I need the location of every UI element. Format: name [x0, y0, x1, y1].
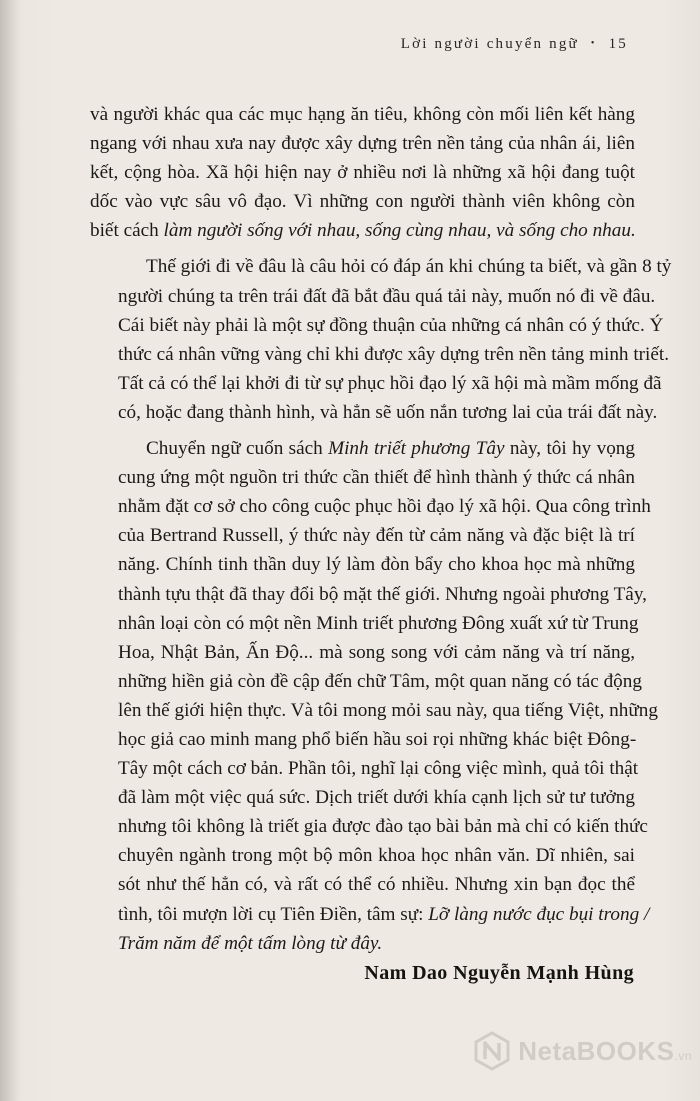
running-head	[401, 36, 628, 53]
text-line: năng. Chính tinh thần duy lý làm đòn bẩy cho khoa học mà những	[118, 554, 635, 576]
text-line: cung ứng một nguồn tri thức cần thiết để hình thành ý thức cá nhân	[118, 467, 635, 489]
watermark-brand: NetaBOOKS	[518, 1035, 675, 1066]
text-line: lên thế giới hiện thực. Và tôi mong mỏi sau này, qua tiếng Việt, những	[118, 699, 658, 721]
translator-signature: Nam Dao Nguyễn Mạnh Hùng	[364, 962, 634, 984]
text-line: Cái biết này phải là một sự đồng thuận của những cá nhân có ý thức. Ý	[118, 314, 664, 336]
text-line: có, hoặc đang thành hình, và hẳn sẽ uốn nắn tương lai của trái đất này.	[118, 401, 658, 423]
watermark-text	[518, 1036, 692, 1067]
text-line: ngang với nhau xưa nay được xây dựng trên nền tảng của nhân ái, liên	[90, 133, 635, 155]
hexagon-n-icon	[472, 1031, 512, 1071]
text-line: Tây một cách cơ bản. Phần tôi, nghĩ lại công việc mình, quả tôi thật	[118, 758, 639, 780]
paragraph-2	[90, 252, 672, 427]
body-text	[90, 100, 672, 958]
running-head-separator: •	[590, 38, 597, 49]
text-line	[90, 929, 635, 958]
book-title: Minh triết phương Tây	[328, 438, 505, 460]
text-line: nhân loại còn có một nền Minh triết phương Đông xuất xứ từ Trung	[118, 612, 639, 634]
text-line: thức cá nhân vững vàng chỉ khi được xây dựng trên nền tảng minh triết.	[118, 343, 670, 365]
text-line: và người khác qua các mục hạng ăn tiêu, không còn mối liên kết hàng	[90, 104, 635, 125]
text-line: của Bertrand Russell, ý thức này đến từ cảm năng và đặc biệt là trí	[118, 525, 635, 547]
text-line: sót như thế hẳn có, và rất có thể có nhiều. Nhưng xin bạn đọc thể	[118, 874, 635, 896]
text-line: học giả cao minh mang phổ biến hầu soi rọi những khác biệt Đông-	[118, 728, 637, 750]
text-segment: tình, tôi mượn lời cụ Tiên Điền, tâm sự:	[118, 903, 429, 925]
poem-quote: Trăm năm để một tấm lòng từ đây.	[118, 932, 383, 954]
text-line: những hiền giả còn đề cập đến chữ Tâm, một quan năng có tác động	[118, 670, 642, 692]
italic-phrase: làm người sống với nhau, sống cùng nhau, và sống cho nhau.	[163, 220, 636, 242]
text-line: chuyên ngành trong một bộ môn khoa học nhân văn. Dĩ nhiên, sai	[118, 845, 635, 867]
text-line: thành tựu thật đã thay đổi bộ mặt thế giới. Nhưng ngoài phương Tây,	[118, 583, 647, 605]
text-line	[90, 434, 635, 463]
text-line	[90, 216, 635, 245]
text-segment: biết cách	[90, 220, 164, 242]
running-head-title: Lời người chuyển ngữ	[400, 36, 579, 52]
paragraph-3	[90, 434, 658, 958]
text-line: người chúng ta trên trái đất đã bắt đầu quá tải này, muốn nó đi về đâu.	[118, 285, 656, 307]
text-line: dốc vào vực sâu vô đạo. Vì những con người thành viên không còn	[90, 191, 635, 213]
poem-quote: Lỡ làng nước đục bụi trong /	[428, 903, 650, 925]
text-line: kết, cộng hòa. Xã hội hiện nay ở nhiều nơi là những xã hội đang tuột	[90, 162, 635, 184]
spine-shadow	[0, 0, 22, 1101]
text-line: Thế giới đi về đâu là câu hỏi có đáp án khi chúng ta biết, và gần 8 tỷ	[146, 256, 672, 278]
text-segment: Chuyển ngữ cuốn sách	[146, 438, 329, 460]
page-number: 15	[608, 36, 628, 52]
watermark-suffix: .vn	[674, 1048, 692, 1063]
text-line: Hoa, Nhật Bản, Ấn Độ... mà song song với cảm năng và trí năng,	[118, 641, 635, 663]
text-line: Tất cả có thể lại khởi đi từ sự phục hồi đạo lý xã hội mà mầm mống đã	[118, 372, 662, 394]
watermark	[472, 1031, 692, 1071]
text-segment: này, tôi hy vọng	[504, 438, 635, 460]
text-line	[90, 900, 650, 929]
text-line: đã làm một việc quá sức. Dịch triết dưới khía cạnh lịch sử tư tưởng	[118, 787, 635, 809]
text-line: nhằm đặt cơ sở cho công cuộc phục hồi đạo lý xã hội. Qua công trình	[118, 496, 651, 518]
paragraph-1	[90, 100, 635, 245]
text-line: nhưng tôi không là triết gia được đào tạo bài bản mà chỉ có kiến thức	[118, 816, 648, 838]
